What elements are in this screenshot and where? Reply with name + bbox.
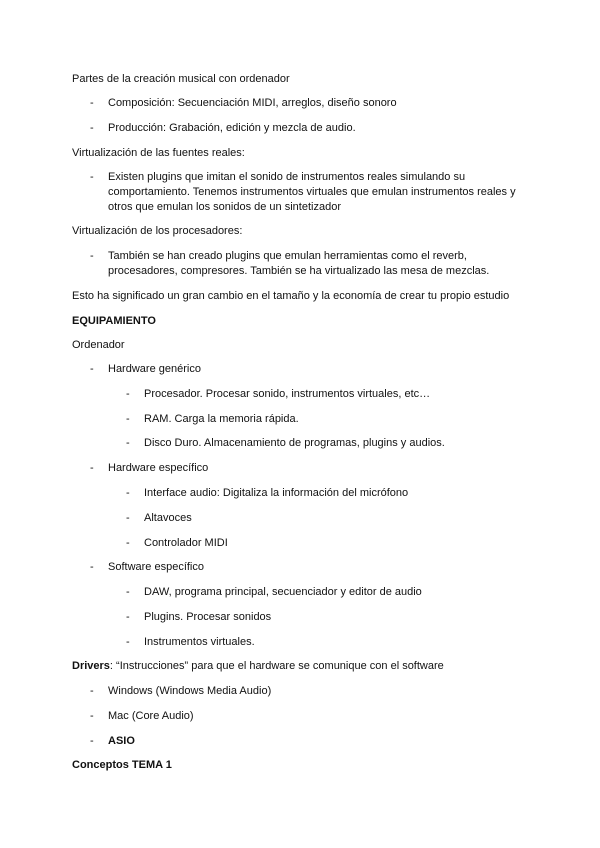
bullet-dash: -	[126, 611, 130, 623]
bullet-dash: -	[90, 250, 94, 262]
list-item: Windows (Windows Media Audio)	[108, 685, 272, 697]
bullet-dash: -	[126, 512, 130, 524]
bullet-dash: -	[90, 97, 94, 109]
bullet-dash: -	[90, 685, 94, 697]
sub-list-item: Disco Duro. Almacenamiento de programas, plugins y audios.	[144, 437, 445, 449]
sub-list-item: DAW, programa principal, secuenciador y editor de audio	[144, 586, 422, 598]
list-item-line: Existen plugins que imitan el sonido de instrumentos reales simulando su	[108, 171, 466, 183]
sub-list-item: Procesador. Procesar sonido, instrumentos virtuales, etc…	[144, 388, 431, 400]
heading-equipamiento: EQUIPAMIENTO	[72, 315, 156, 327]
list-item-hardware-generico: Hardware genérico	[108, 363, 201, 375]
paragraph-cambio: Esto ha significado un gran cambio en el tamaño y la economía de crear tu propio estudio	[72, 290, 510, 302]
bullet-dash: -	[126, 413, 130, 425]
list-item-line: otros que emulan los sonidos de un sintetizador	[108, 201, 341, 213]
list-item-asio: ASIO	[108, 735, 135, 747]
bullet-dash: -	[126, 636, 130, 648]
heading-conceptos-tema-1: Conceptos TEMA 1	[72, 759, 172, 771]
bullet-dash: -	[90, 735, 94, 747]
bullet-dash: -	[90, 171, 94, 183]
list-item-line: También se han creado plugins que emulan herramientas como el reverb,	[108, 250, 467, 262]
bullet-dash: -	[126, 437, 130, 449]
drivers-label: Drivers	[72, 660, 110, 672]
sub-list-item: Plugins. Procesar sonidos	[144, 611, 272, 623]
bullet-dash: -	[90, 462, 94, 474]
bullet-dash: -	[90, 561, 94, 573]
paragraph-virtualizacion-fuentes: Virtualización de las fuentes reales:	[72, 147, 245, 159]
paragraph-drivers	[72, 659, 444, 674]
sub-list-item: Altavoces	[144, 512, 192, 524]
bullet-dash: -	[90, 122, 94, 134]
list-item: Mac (Core Audio)	[108, 710, 194, 722]
paragraph-virtualizacion-procesadores: Virtualización de los procesadores:	[72, 225, 243, 237]
sub-list-item: Instrumentos virtuales.	[144, 636, 255, 648]
bullet-dash: -	[90, 363, 94, 375]
sub-list-item: RAM. Carga la memoria rápida.	[144, 413, 299, 425]
bullet-dash: -	[126, 388, 130, 400]
bullet-dash: -	[90, 710, 94, 722]
paragraph-ordenador: Ordenador	[72, 339, 125, 351]
bullet-dash: -	[126, 537, 130, 549]
bullet-dash: -	[126, 487, 130, 499]
list-item-line: comportamiento. Tenemos instrumentos virtuales que emulan instrumentos reales y	[108, 186, 516, 198]
sub-list-item: Interface audio: Digitaliza la información del micrófono	[144, 487, 409, 499]
list-item-hardware-especifico: Hardware específico	[108, 462, 209, 474]
paragraph-partes: Partes de la creación musical con ordenador	[72, 73, 290, 85]
sub-list-item: Controlador MIDI	[144, 537, 228, 549]
list-item: Composición: Secuenciación MIDI, arreglos, diseño sonoro	[108, 97, 397, 109]
list-item-software-especifico: Software específico	[108, 561, 204, 573]
drivers-description: : “Instrucciones” para que el hardware se comunique con el software	[109, 660, 444, 672]
list-item-line: procesadores, compresores. También se ha virtualizado las mesa de mezclas.	[108, 265, 490, 277]
bullet-dash: -	[126, 586, 130, 598]
list-item: Producción: Grabación, edición y mezcla de audio.	[108, 122, 356, 134]
